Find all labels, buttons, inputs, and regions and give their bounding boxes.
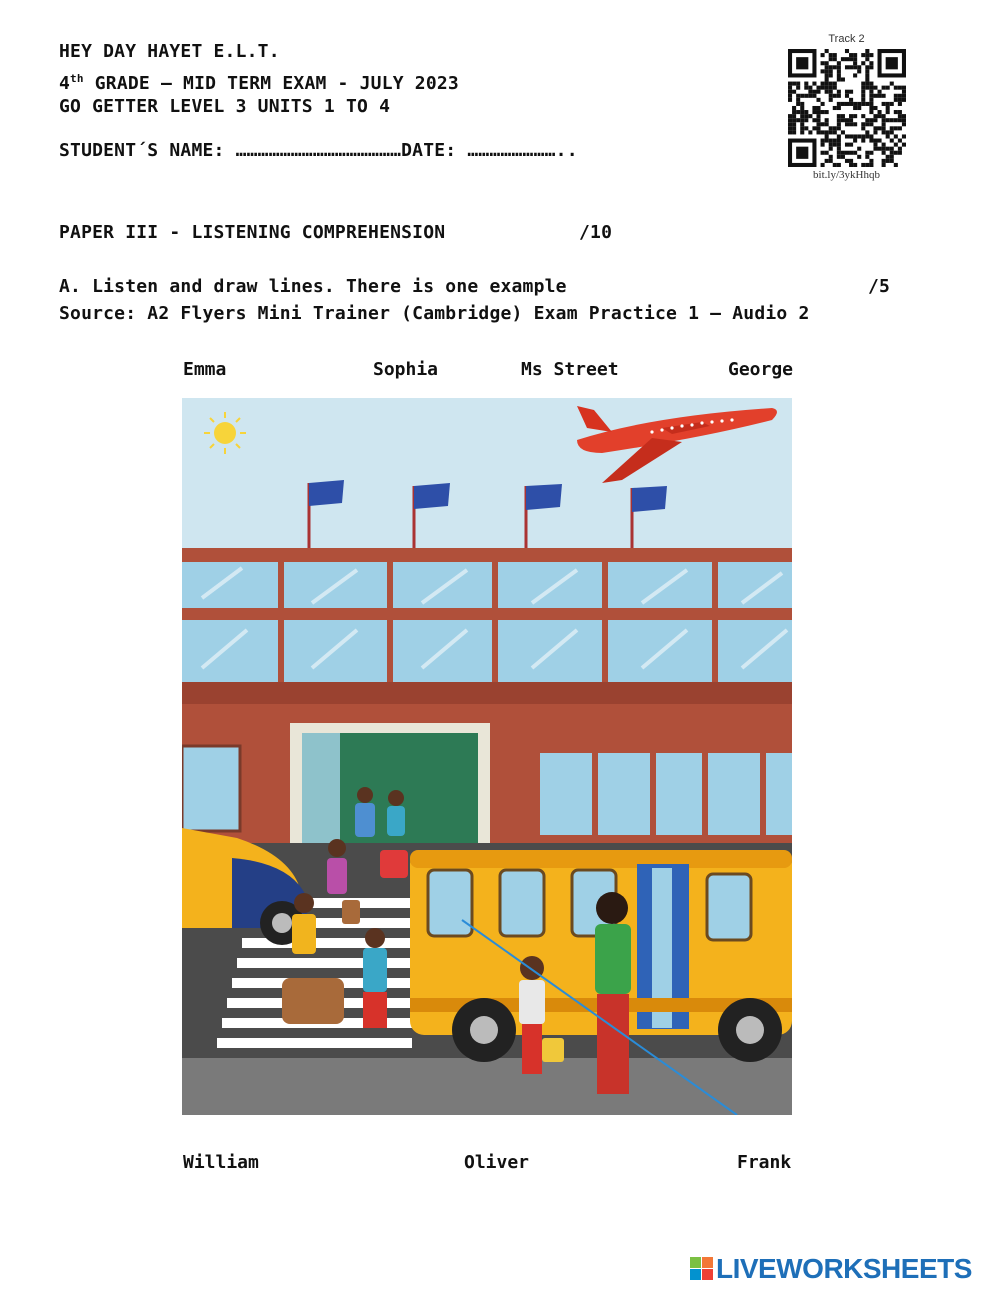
qr-block <box>784 33 909 181</box>
grade-number: 4 <box>59 73 71 94</box>
name-william[interactable]: William <box>183 1152 259 1173</box>
grade-suffix: th <box>70 72 84 85</box>
liveworksheets-logo[interactable] <box>690 1253 972 1285</box>
source-line: Source: A2 Flyers Mini Trainer (Cambridge) Exam Practice 1 – Audio 2 <box>59 303 810 324</box>
task-instruction: A. Listen and draw lines. There is one example <box>59 276 567 297</box>
course-level: GO GETTER LEVEL 3 UNITS 1 TO 4 <box>59 96 391 117</box>
qr-caption: Track 2 <box>828 33 865 45</box>
exam-title <box>59 69 459 94</box>
qr-url[interactable]: bit.ly/3ykHhqb <box>813 169 880 181</box>
name-frank[interactable]: Frank <box>737 1152 792 1173</box>
name-george[interactable]: George <box>728 359 794 380</box>
paper-score: /10 <box>579 222 613 243</box>
exam-title-rest: GRADE – MID TERM EXAM - JULY 2023 <box>83 73 459 94</box>
qr-code-icon[interactable] <box>788 49 906 167</box>
task-score: /5 <box>868 276 891 297</box>
name-sophia[interactable]: Sophia <box>373 359 439 380</box>
name-emma[interactable]: Emma <box>183 359 227 380</box>
airport-scene-illustration <box>182 398 792 1115</box>
brand-name: LIVEWORKSHEETS <box>716 1253 972 1284</box>
name-oliver[interactable]: Oliver <box>464 1152 530 1173</box>
live-badge-icon <box>690 1257 714 1281</box>
name-ms-street[interactable]: Ms Street <box>521 359 619 380</box>
student-name-date-line[interactable]: STUDENT´S NAME: ………………………………………DATE: …………………….. <box>59 140 578 161</box>
school-title: HEY DAY HAYET E.L.T. <box>59 41 280 62</box>
paper-title: PAPER III - LISTENING COMPREHENSION <box>59 222 446 243</box>
